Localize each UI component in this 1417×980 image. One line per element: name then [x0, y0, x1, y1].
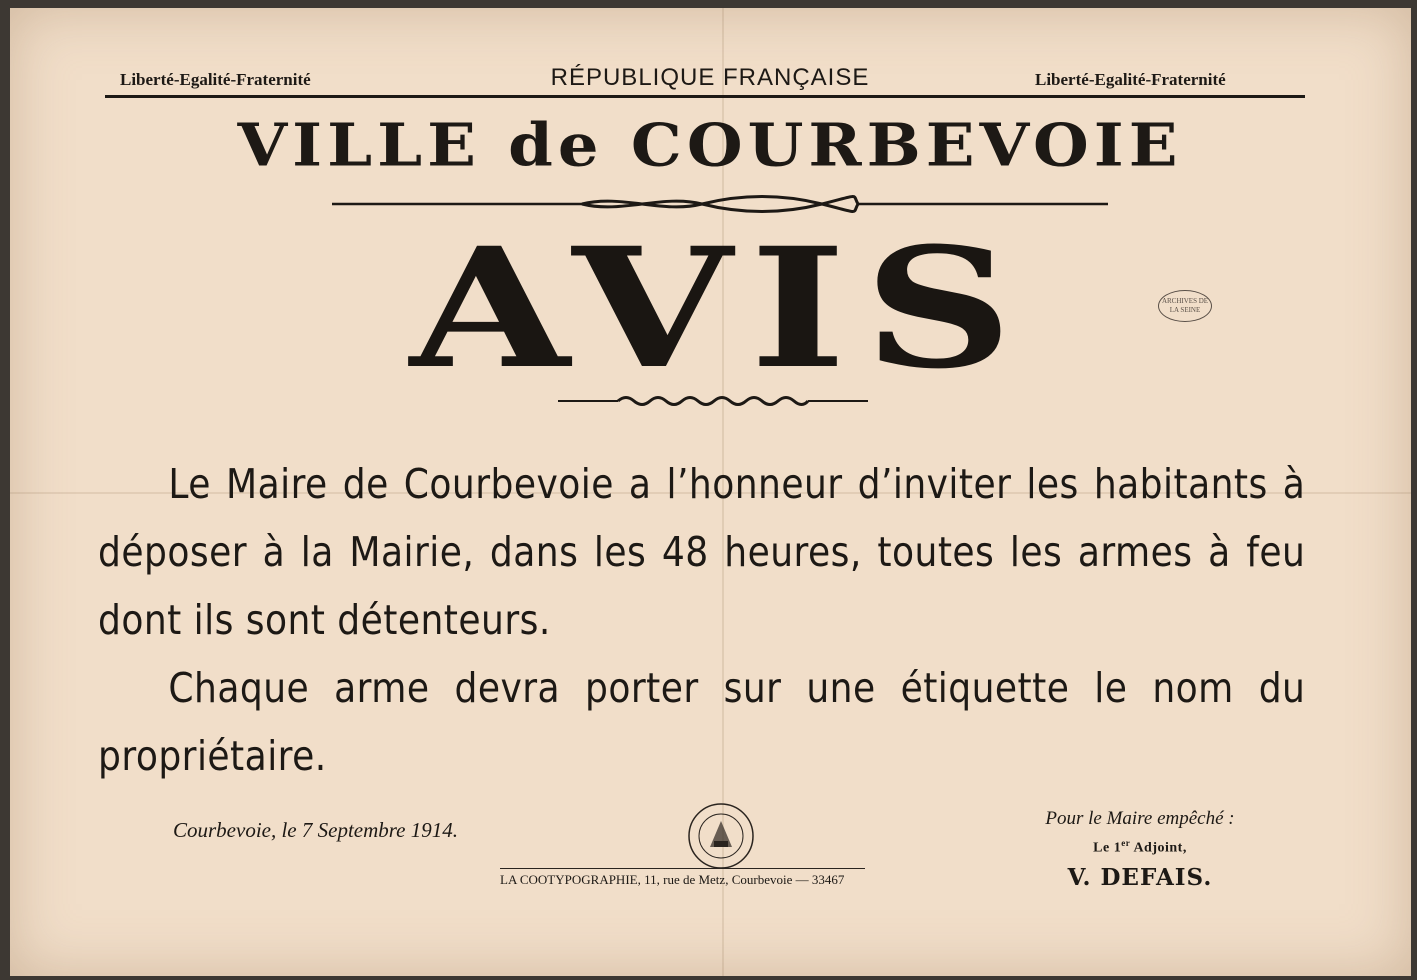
printer-credit-text: LA COOTYPOGRAPHIE, 11, rue de Metz, Courbevoie — 33467: [500, 872, 845, 887]
notice-body: [98, 450, 1306, 790]
archives-stamp: [1158, 290, 1212, 322]
ornament-divider-bottom: [558, 392, 868, 410]
city-title: VILLE de COURBEVOIE: [237, 111, 1183, 180]
signature-role-sup: er: [1121, 838, 1131, 848]
motto-right: Liberté-Egalité-Fraternité: [1035, 70, 1226, 89]
signature-name: V. DEFAIS.: [1067, 864, 1213, 891]
motto-left: Liberté-Egalité-Fraternité: [120, 70, 311, 89]
republic-heading: RÉPUBLIQUE FRANÇAISE: [550, 64, 870, 91]
poster: [10, 8, 1411, 976]
signature-role: [1000, 838, 1280, 857]
dateline: Courbevoie, le 7 Septembre 1914.: [173, 818, 458, 842]
body-paragraph-2: Chaque arme devra porter sur une étiquette le nom du propriétaire.: [98, 664, 1306, 780]
printer-rule: [500, 868, 865, 869]
archives-stamp-text: ARCHIVES DE LA SEINE: [1161, 297, 1209, 314]
signature-role-prefix: Le 1: [1093, 840, 1122, 856]
signature-role-suffix: Adjoint,: [1130, 840, 1187, 856]
printer-credit: [500, 872, 860, 888]
mayor-seal-icon: [686, 801, 756, 871]
header-rule: [105, 95, 1305, 98]
notice-title: AVIS: [409, 211, 1031, 405]
body-paragraph-1: Le Maire de Courbevoie a l’honneur d’inviter les habitants à déposer à la Mairie, dans les 48 heures, toutes les armes à feu dont ils sont détenteurs.: [98, 460, 1306, 644]
signature-intro: Pour le Maire empêché :: [1045, 808, 1235, 829]
